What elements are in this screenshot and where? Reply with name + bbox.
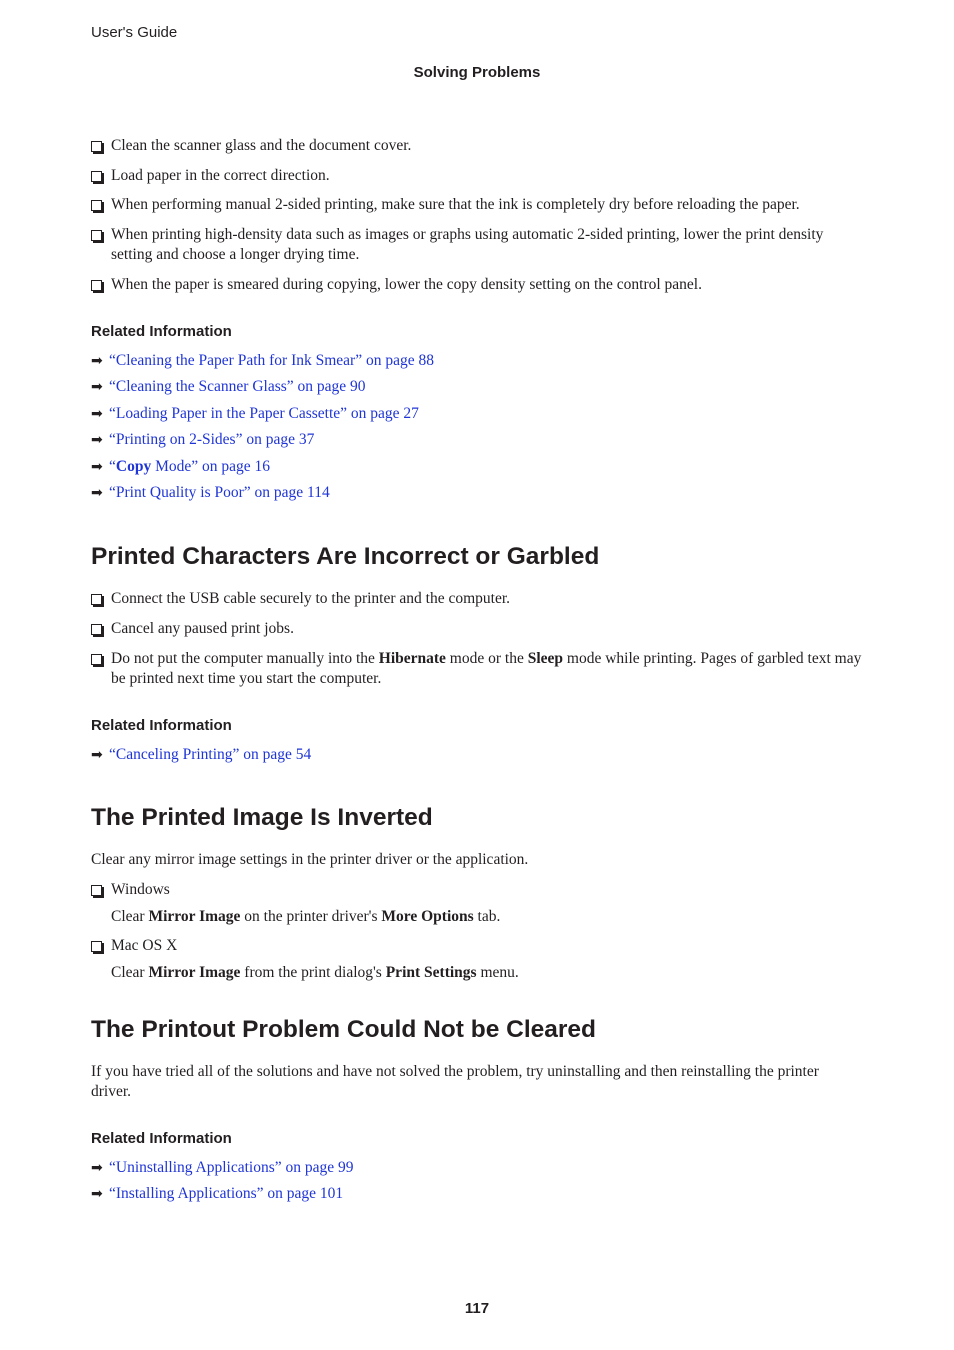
section-heading-garbled: Printed Characters Are Incorrect or Garbled (91, 543, 600, 570)
related-link[interactable]: ➡ “Canceling Printing” on page 54 (91, 746, 312, 763)
page-number: 117 (464, 1300, 490, 1317)
checkbox-bullet-icon (91, 141, 102, 152)
list-item-mac: Mac OS X (91, 936, 866, 956)
related-link[interactable]: ➡ “Cleaning the Scanner Glass” on page 90 (91, 378, 366, 395)
related-link[interactable]: ➡ “Print Quality is Poor” on page 114 (91, 484, 330, 501)
arrow-right-icon: ➡ (91, 747, 103, 763)
list-item: Connect the USB cable securely to the printer and the computer. (91, 589, 866, 609)
list-item: When printing high-density data such as images or graphs using automatic 2-sided printing, lower the print density setting and choose a longer drying time. (91, 225, 846, 265)
checkbox-bullet-icon (91, 654, 102, 665)
checkbox-bullet-icon (91, 624, 102, 635)
list-item: When performing manual 2-sided printing, make sure that the ink is completely dry before reloading the paper. (91, 195, 866, 215)
checkbox-bullet-icon (91, 885, 102, 896)
section-header: Solving Problems (413, 64, 541, 81)
arrow-right-icon: ➡ (91, 1160, 103, 1176)
related-link[interactable]: ➡ “Loading Paper in the Paper Cassette” on page 27 (91, 405, 419, 422)
related-link[interactable]: ➡ “Cleaning the Paper Path for Ink Smear” on page 88 (91, 352, 434, 369)
arrow-right-icon: ➡ (91, 432, 103, 448)
paragraph: If you have tried all of the solutions and have not solved the problem, try uninstalling and then reinstalling the printer driver. (91, 1063, 819, 1100)
related-information-heading: Related Information (91, 717, 232, 734)
arrow-right-icon: ➡ (91, 379, 103, 395)
related-link[interactable]: ➡ “Copy Mode” on page 16 (91, 458, 271, 475)
list-item: Load paper in the correct direction. (91, 166, 866, 186)
section-heading-inverted: The Printed Image Is Inverted (91, 804, 433, 831)
list-item: Do not put the computer manually into the Hibernate mode or the Sleep mode while printing. Pages of garbled text may be printed next time you start the computer. (91, 649, 866, 689)
checkbox-bullet-icon (91, 230, 102, 241)
list-item: Cancel any paused print jobs. (91, 619, 866, 639)
list-item-windows: Windows (91, 880, 866, 900)
running-header: User's Guide (91, 24, 178, 41)
windows-instruction: Clear Mirror Image on the printer driver's More Options tab. (111, 908, 501, 925)
paragraph: Clear any mirror image settings in the printer driver or the application. (91, 851, 529, 868)
checkbox-bullet-icon (91, 280, 102, 291)
checkbox-bullet-icon (91, 171, 102, 182)
related-link[interactable]: ➡ “Printing on 2-Sides” on page 37 (91, 431, 315, 448)
mac-instruction: Clear Mirror Image from the print dialog's Print Settings menu. (111, 964, 519, 981)
arrow-right-icon: ➡ (91, 406, 103, 422)
arrow-right-icon: ➡ (91, 459, 103, 475)
related-information-heading: Related Information (91, 323, 232, 340)
related-link[interactable]: ➡ “Uninstalling Applications” on page 99 (91, 1159, 354, 1176)
arrow-right-icon: ➡ (91, 353, 103, 369)
checkbox-bullet-icon (91, 200, 102, 211)
related-link[interactable]: ➡ “Installing Applications” on page 101 (91, 1185, 344, 1202)
section-heading-not-cleared: The Printout Problem Could Not be Cleared (91, 1016, 597, 1043)
arrow-right-icon: ➡ (91, 485, 103, 501)
arrow-right-icon: ➡ (91, 1186, 103, 1202)
list-item: Clean the scanner glass and the document cover. (91, 136, 866, 156)
checkbox-bullet-icon (91, 941, 102, 952)
related-information-heading: Related Information (91, 1130, 232, 1147)
checkbox-bullet-icon (91, 594, 102, 605)
list-item: When the paper is smeared during copying, lower the copy density setting on the control panel. (91, 275, 866, 295)
